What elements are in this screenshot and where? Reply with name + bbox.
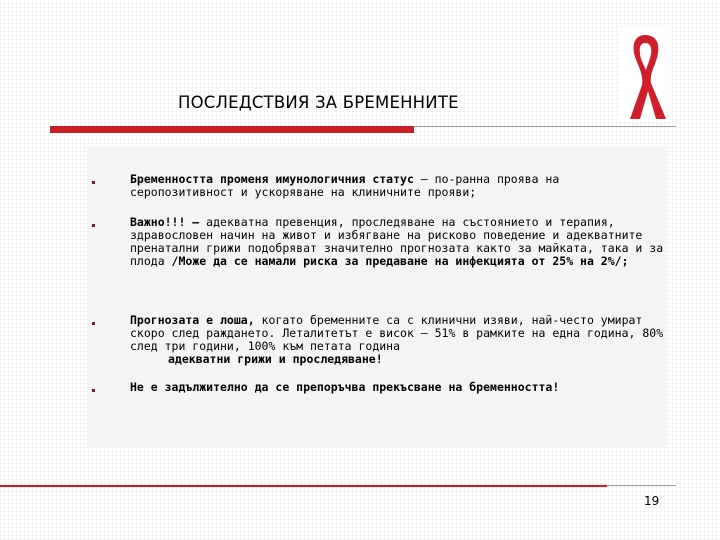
bullet-bold-text: адекватни грижи и проследяване!: [168, 352, 383, 366]
bullet-item: [130, 216, 665, 268]
title-underline-rule: [414, 126, 676, 127]
footer-accent-rule: [0, 485, 607, 487]
bullet-bold-text: /Може да се намали риска за предаване на инфекцията от 25% на 2%/;: [171, 254, 629, 268]
bullet-marker: [92, 181, 95, 184]
page-number: 19: [644, 494, 660, 508]
bullet-marker: [92, 224, 95, 227]
bullet-bold-text: Не е задължително да се препоръчва прекъсване на бременността!: [130, 380, 560, 394]
bullet-bold-text: Важно!!! –: [130, 215, 200, 229]
bullet-marker: [92, 322, 95, 325]
bullet-item: [130, 173, 665, 199]
bullet-item: [130, 314, 665, 366]
red-ribbon-icon: [620, 27, 670, 121]
bullet-text: адекватна превенция, проследяване на състоянието и терапия, здравословен начин на живот и избягване на рисково поведение и адекватните пренатални грижи подобряват значително прогнозата както за майката, така и за плода: [130, 215, 664, 268]
footer-rule: [607, 485, 676, 486]
slide-title: ПОСЛЕДСТВИЯ ЗА БРЕМЕННИТЕ: [178, 93, 459, 112]
bullet-bold-text: Бременността променя имунологичния статус: [130, 172, 414, 186]
bullet-text: – по-ранна проява на серопозитивност и ускоряване на клиничните прояви;: [130, 172, 560, 199]
bullet-bold-text: Прогнозата е лоша,: [130, 313, 255, 327]
title-underline-accent: [50, 126, 414, 133]
bullet-text: когато бременните са с клинични изяви, най-често умират скоро след раждането. Леталитетът е висок – 51% в рамките на една година, 80% след три години, 100% към петата година: [130, 313, 664, 353]
bullet-item: [130, 381, 665, 394]
bullet-marker: [92, 389, 95, 392]
